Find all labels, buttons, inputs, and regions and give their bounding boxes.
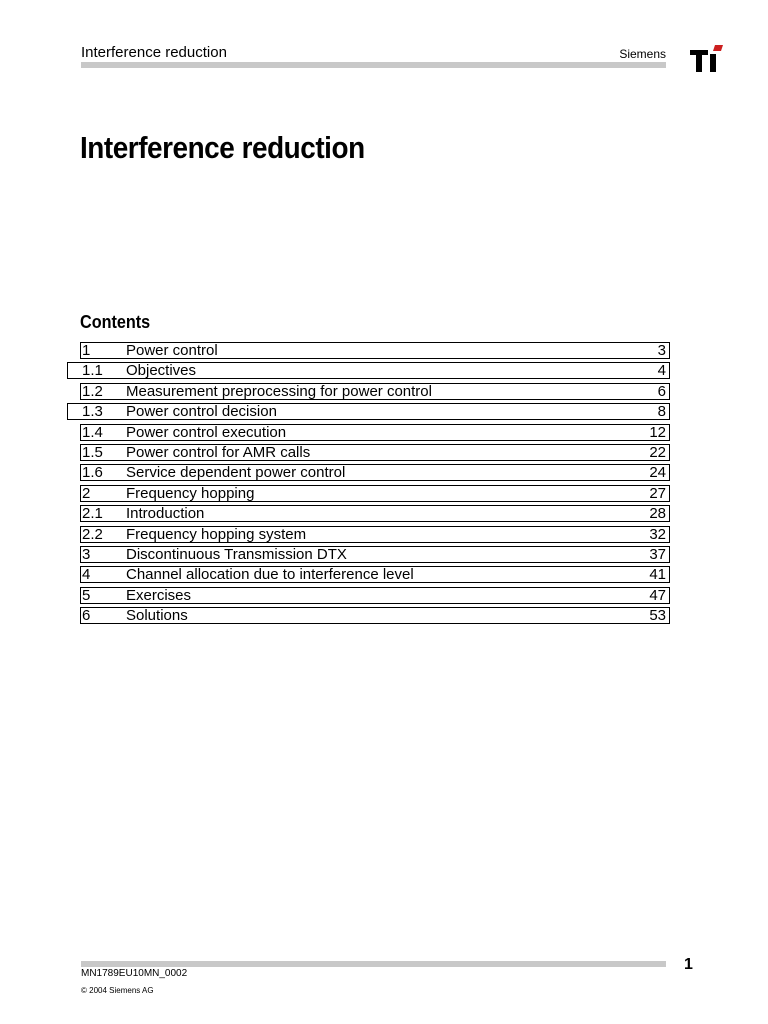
document-title: Interference reduction bbox=[80, 130, 365, 165]
toc-title: Solutions bbox=[126, 607, 188, 625]
toc-page: 4 bbox=[657, 362, 666, 380]
copyright-notice: © 2004 Siemens AG bbox=[81, 986, 154, 995]
toc-number: 1.1 bbox=[82, 362, 103, 380]
toc-page: 37 bbox=[649, 545, 666, 563]
toc-number: 1.3 bbox=[82, 403, 103, 421]
toc-page: 6 bbox=[657, 382, 666, 400]
toc-number: 1.5 bbox=[82, 443, 103, 461]
toc-row[interactable] bbox=[80, 587, 670, 604]
toc-number: 2 bbox=[82, 484, 91, 502]
toc-page: 28 bbox=[649, 505, 666, 523]
toc-row[interactable] bbox=[80, 607, 670, 624]
toc-title: Measurement preprocessing for power control bbox=[126, 382, 432, 400]
toc-number: 6 bbox=[82, 607, 91, 625]
toc-page: 41 bbox=[649, 566, 666, 584]
toc-page: 53 bbox=[649, 607, 666, 625]
toc-title: Frequency hopping bbox=[126, 484, 255, 502]
toc-title: Introduction bbox=[126, 505, 205, 523]
header-title: Interference reduction bbox=[81, 44, 227, 61]
toc-title: Power control for AMR calls bbox=[126, 443, 311, 461]
toc-page: 27 bbox=[649, 484, 666, 502]
toc-title: Power control decision bbox=[126, 403, 277, 421]
toc-row[interactable] bbox=[80, 505, 670, 522]
toc-row[interactable] bbox=[80, 383, 670, 400]
toc-page: 12 bbox=[649, 423, 666, 441]
toc-page: 22 bbox=[649, 443, 666, 461]
table-of-contents bbox=[80, 342, 670, 627]
toc-title: Exercises bbox=[126, 586, 192, 604]
toc-row[interactable] bbox=[67, 403, 670, 420]
toc-row[interactable] bbox=[80, 526, 670, 543]
contents-heading: Contents bbox=[80, 312, 151, 332]
toc-row[interactable] bbox=[80, 485, 670, 502]
toc-title: Channel allocation due to interference level bbox=[126, 566, 414, 584]
header-divider bbox=[81, 62, 666, 68]
toc-title: Power control bbox=[126, 342, 218, 359]
toc-number: 2.2 bbox=[82, 525, 103, 543]
toc-title: Objectives bbox=[126, 362, 197, 380]
toc-number: 1.6 bbox=[82, 464, 103, 482]
toc-row[interactable] bbox=[80, 424, 670, 441]
toc-row[interactable] bbox=[67, 362, 670, 379]
toc-title: Frequency hopping system bbox=[126, 525, 307, 543]
toc-row[interactable] bbox=[80, 566, 670, 583]
toc-number: 1.4 bbox=[82, 423, 103, 441]
document-code: MN1789EU10MN_0002 bbox=[81, 968, 188, 979]
toc-page: 47 bbox=[649, 586, 666, 604]
toc-number: 4 bbox=[82, 566, 91, 584]
toc-page: 3 bbox=[657, 342, 666, 359]
toc-title: Service dependent power control bbox=[126, 464, 346, 482]
footer-divider bbox=[81, 961, 666, 967]
toc-page: 8 bbox=[657, 403, 666, 421]
toc-row[interactable] bbox=[80, 342, 670, 359]
page-number: 1 bbox=[684, 956, 693, 973]
toc-number: 3 bbox=[82, 545, 91, 563]
toc-row[interactable] bbox=[80, 464, 670, 481]
toc-title: Power control execution bbox=[126, 423, 287, 441]
toc-page: 32 bbox=[649, 525, 666, 543]
toc-row[interactable] bbox=[80, 546, 670, 563]
toc-page: 24 bbox=[649, 464, 666, 482]
ti-logo-icon bbox=[690, 44, 724, 72]
toc-title: Discontinuous Transmission DTX bbox=[126, 545, 347, 563]
toc-row[interactable] bbox=[80, 444, 670, 461]
toc-number: 2.1 bbox=[82, 505, 103, 523]
toc-number: 1 bbox=[82, 342, 91, 359]
header-company: Siemens bbox=[619, 47, 666, 61]
toc-number: 1.2 bbox=[82, 382, 103, 400]
toc-number: 5 bbox=[82, 586, 91, 604]
